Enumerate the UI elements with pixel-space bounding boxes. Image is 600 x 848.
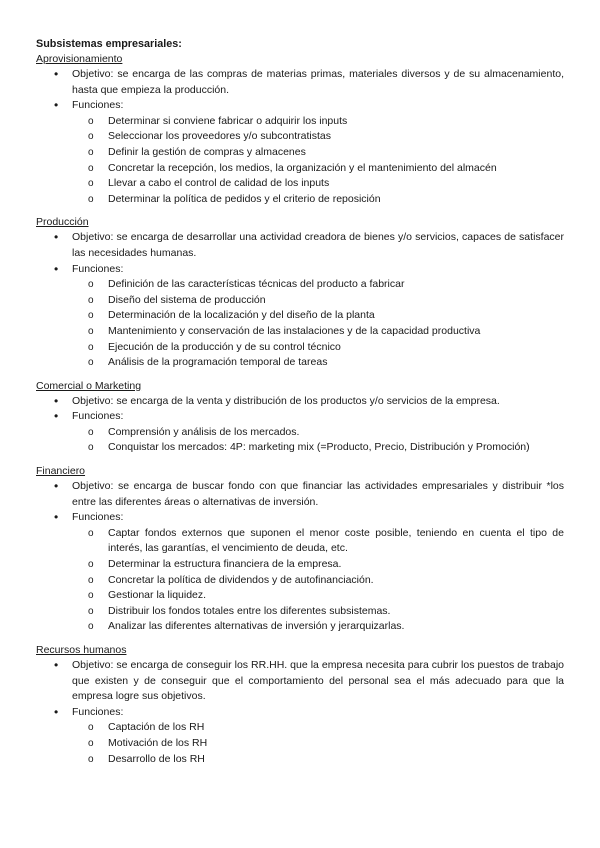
section-produccion — [36, 215, 564, 370]
funcion-item: o Distribuir los fondos totales entre los diferentes subsistemas. — [72, 604, 564, 620]
funciones-item — [36, 510, 564, 526]
funciones-label: Funciones: — [72, 99, 124, 112]
funcion-item: o Motivación de los RH — [72, 736, 564, 752]
section-heading: Producción — [36, 216, 89, 229]
objetivo-item: • Objetivo: se encarga de la venta y distribución de los productos y/o servicios de la empresa. — [36, 394, 564, 410]
funcion-item: o Análisis de la programación temporal de tareas — [72, 355, 564, 371]
section-list — [36, 658, 564, 720]
objetivo-item: • Objetivo: se encarga de las compras de materias primas, materiales diversos y de su almacenamiento, hasta que empieza la producción. — [36, 67, 564, 98]
funcion-item: o Captar fondos externos que suponen el menor coste posible, teniendo en cuenta el tipo de interés, las garantías, el vencimiento de deuda, etc. — [72, 526, 564, 557]
funciones-list — [72, 277, 564, 371]
section-list — [36, 479, 564, 526]
objetivo-item: • Objetivo: se encarga de conseguir los RR.HH. que la empresa necesita para cubrir los puestos de trabajo que existen y de conseguir que el comportamiento del personal sea el más adecuado para que la empresa logre sus objetivos. — [36, 658, 564, 705]
funcion-item: o Diseño del sistema de producción — [72, 293, 564, 309]
funcion-item: o Determinar la política de pedidos y el criterio de reposición — [72, 192, 564, 208]
funcion-item: o Llevar a cabo el control de calidad de los inputs — [72, 176, 564, 192]
objetivo-item: • Objetivo: se encarga de buscar fondo con que financiar las actividades empresariales y distribuir *los entre las diferentes áreas o alternativas de inversión. — [36, 479, 564, 510]
section-list — [36, 230, 564, 277]
section-financiero — [36, 464, 564, 635]
funcion-item: o Comprensión y análisis de los mercados. — [72, 425, 564, 441]
section-list — [36, 67, 564, 114]
funciones-label: Funciones: — [72, 262, 124, 275]
funcion-item: o Conquistar los mercados: 4P: marketing mix (=Producto, Precio, Distribución y Promoción) — [72, 440, 564, 456]
funciones-item — [36, 262, 564, 278]
funciones-item — [36, 98, 564, 114]
funcion-item: o Concretar la política de dividendos y de autofinanciación. — [72, 573, 564, 589]
funcion-item: o Determinación de la localización y del diseño de la planta — [72, 308, 564, 324]
funciones-item — [36, 705, 564, 721]
funciones-label: Funciones: — [72, 511, 124, 524]
funcion-item: o Gestionar la liquidez. — [72, 588, 564, 604]
section-heading: Financiero — [36, 465, 86, 478]
funcion-item: o Analizar las diferentes alternativas de inversión y jerarquizarlas. — [72, 619, 564, 635]
funciones-label: Funciones: — [72, 705, 124, 718]
funcion-item: o Concretar la recepción, los medios, la organización y el mantenimiento del almacén — [72, 161, 564, 177]
funcion-item: o Desarrollo de los RH — [72, 752, 564, 768]
funcion-item: o Ejecución de la producción y de su control técnico — [72, 340, 564, 356]
section-recursos-humanos — [36, 643, 564, 767]
section-heading: Comercial o Marketing — [36, 379, 142, 392]
section-comercial-marketing — [36, 379, 564, 456]
funcion-item: o Determinar la estructura financiera de la empresa. — [72, 557, 564, 573]
section-heading: Aprovisionamiento — [36, 53, 123, 65]
funciones-item — [36, 409, 564, 425]
section-list — [36, 394, 564, 425]
document-title: Subsistemas empresariales: — [36, 38, 182, 50]
objetivo-item: • Objetivo: se encarga de desarrollar una actividad creadora de bienes y/o servicios, capaces de satisfacer las necesidades humanas. — [36, 230, 564, 261]
funcion-item: o Mantenimiento y conservación de las instalaciones y de la capacidad productiva — [72, 324, 564, 340]
funcion-item: o Definir la gestión de compras y almacenes — [72, 145, 564, 161]
document-body — [36, 37, 564, 767]
funcion-item: o Captación de los RH — [72, 720, 564, 736]
funciones-label: Funciones: — [72, 410, 124, 423]
section-heading: Recursos humanos — [36, 644, 127, 656]
funcion-item: o Determinar si conviene fabricar o adquirir los inputs — [72, 114, 564, 130]
funciones-list — [72, 114, 564, 208]
section-aprovisionamiento — [36, 52, 564, 207]
funciones-list — [72, 425, 564, 456]
funcion-item: o Seleccionar los proveedores y/o subcontratistas — [72, 129, 564, 145]
funcion-item: o Definición de las características técnicas del producto a fabricar — [72, 277, 564, 293]
funciones-list — [72, 526, 564, 635]
funciones-list — [72, 720, 564, 767]
